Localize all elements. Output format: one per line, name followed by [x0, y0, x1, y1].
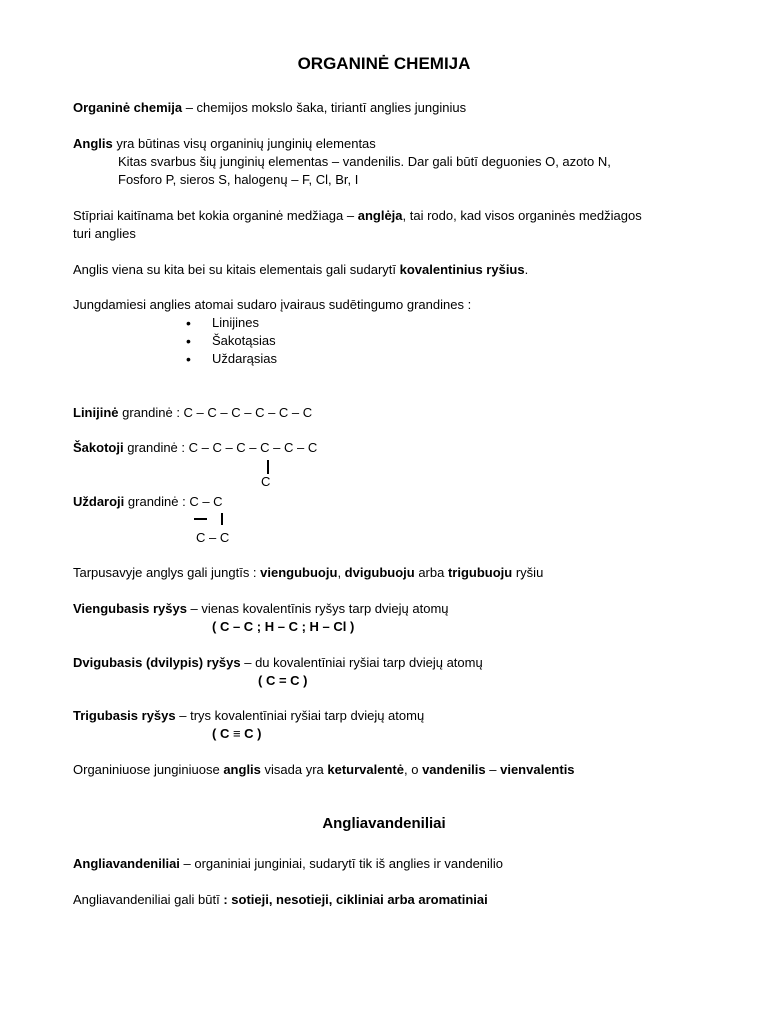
vertical-bond-line — [221, 513, 223, 525]
term-single-bond: Viengubasis ryšys — [73, 601, 187, 616]
example-formula: ( C – C ; H – C ; H – Cl ) — [212, 619, 355, 634]
double-bond-definition — [73, 654, 483, 672]
term-double-bond: Dvigubasis (dvilypis) ryšys — [73, 655, 241, 670]
chains-intro: Jungdamiesi anglies atomai sudaro įvairaus sudētingumo grandines : — [73, 297, 472, 312]
covalent-text-a: Anglis viena su kita bei su kitais elementais gali sudarytī — [73, 262, 400, 277]
definition-text: – chemijos mokslo šaka, tiriantī anglies junginius — [182, 100, 467, 115]
term-closed: Uždaroji — [73, 494, 125, 509]
section-heading: Angliavandeniliai — [322, 815, 446, 832]
double-bond-text: – du kovalentīniai ryšiai tarp dviejų atomų — [240, 655, 483, 670]
horizontal-bond-line — [194, 518, 207, 520]
carbon-text: yra būtinas visų organinių junginių elementas — [112, 136, 376, 151]
covalent-statement — [73, 261, 528, 279]
list-item: Šakotąsias — [212, 333, 276, 348]
triple-bond-example — [212, 725, 261, 743]
triple-bond-text: – trys kovalentīniai ryšiai tarp dviejų atomų — [175, 708, 425, 723]
vertical-bond-line — [267, 460, 269, 474]
bonds-separator: , — [337, 565, 345, 580]
term-carbon-valence: anglis — [223, 762, 261, 777]
valence-text-a: Organiniuose junginiuose — [73, 762, 224, 777]
list-item: Uždarąsias — [212, 351, 278, 366]
branched-chain — [73, 439, 317, 457]
carbon-statement — [73, 135, 376, 153]
triple-bond-definition — [73, 707, 424, 725]
term-single: viengubuoju — [260, 565, 338, 580]
types-text: Angliavandeniliai gali būtī — [73, 892, 224, 907]
example-formula: ( C = C ) — [258, 673, 308, 688]
valence-text-b: visada yra — [260, 762, 328, 777]
valence-text-d: – — [485, 762, 501, 777]
example-formula: ( C ≡ C ) — [212, 726, 262, 741]
other-elements-line-1: Kitas svarbus šių junginių elementas – vandenilis. Dar gali būtī deguonies O, azoto N, — [118, 154, 611, 169]
linear-formula: grandinė : C – C – C – C – C – C — [118, 405, 313, 420]
bullet-icon: • — [186, 333, 191, 349]
heating-statement-cont: turi anglies — [73, 226, 136, 241]
term-linear: Linijinė — [73, 405, 119, 420]
hydrocarbons-definition — [73, 855, 503, 873]
bonds-end: ryšiu — [512, 565, 544, 580]
term-hydrocarbons: Angliavandeniliai — [73, 856, 180, 871]
valence-statement — [73, 761, 575, 779]
bonds-text-a: Tarpusavyje anglys gali jungtīs : — [73, 565, 261, 580]
term-carbon: Anglis — [73, 136, 113, 151]
single-bond-text: – vienas kovalentīnis ryšys tarp dviejų atomų — [186, 601, 449, 616]
closed-chain — [73, 493, 223, 511]
heating-text-a: Stīpriai kaitīnama bet kokia organinė medžiaga – — [73, 208, 358, 223]
page-title: ORGANINĖ CHEMIJA — [297, 54, 471, 73]
branched-formula: grandinė : C – C – C – C – C – C — [123, 440, 318, 455]
term-hydrogen: vandenilis — [422, 762, 486, 777]
term-covalent-bonds: kovalentinius ryšius — [399, 262, 525, 277]
closed-formula-top: grandinė : C – C — [124, 494, 223, 509]
term-branched: Šakotoji — [73, 440, 124, 455]
other-elements-line-2: Fosforo P, sieros S, halogenų – F, Cl, Br, I — [118, 172, 359, 187]
single-bond-example — [212, 618, 354, 636]
term-triple: trigubuoju — [447, 565, 513, 580]
term-charring: anglėja — [357, 208, 403, 223]
term-tetravalent: keturvalentė — [327, 762, 404, 777]
linear-chain — [73, 404, 312, 422]
definition-organic-chemistry — [73, 99, 466, 117]
heating-text-b: , tai rodo, kad visos organinės medžiagos — [402, 208, 642, 223]
bullet-icon: • — [186, 315, 191, 331]
single-bond-definition — [73, 600, 449, 618]
term-hydrocarbon-types: : sotieji, nesotieji, cikliniai arba aromatiniai — [223, 892, 488, 907]
bullet-icon: • — [186, 351, 191, 367]
term-monovalent: vienvalentis — [500, 762, 575, 777]
bond-types-statement — [73, 564, 543, 582]
list-item: Linijines — [212, 315, 259, 330]
term-organic-chemistry: Organinė chemija — [73, 100, 183, 115]
term-double: dvigubuoju — [344, 565, 415, 580]
hydrocarbons-text: – organiniai junginiai, sudarytī tik iš anglies ir vandenilio — [179, 856, 503, 871]
heating-statement — [73, 207, 642, 225]
double-bond-example — [258, 672, 307, 690]
term-triple-bond: Trigubasis ryšys — [73, 708, 176, 723]
branch-carbon: C — [261, 474, 271, 489]
closed-formula-bottom: C – C — [196, 530, 230, 545]
bonds-and: arba — [414, 565, 448, 580]
covalent-text-b: . — [524, 262, 529, 277]
valence-text-c: , o — [403, 762, 423, 777]
hydrocarbon-types — [73, 891, 488, 909]
